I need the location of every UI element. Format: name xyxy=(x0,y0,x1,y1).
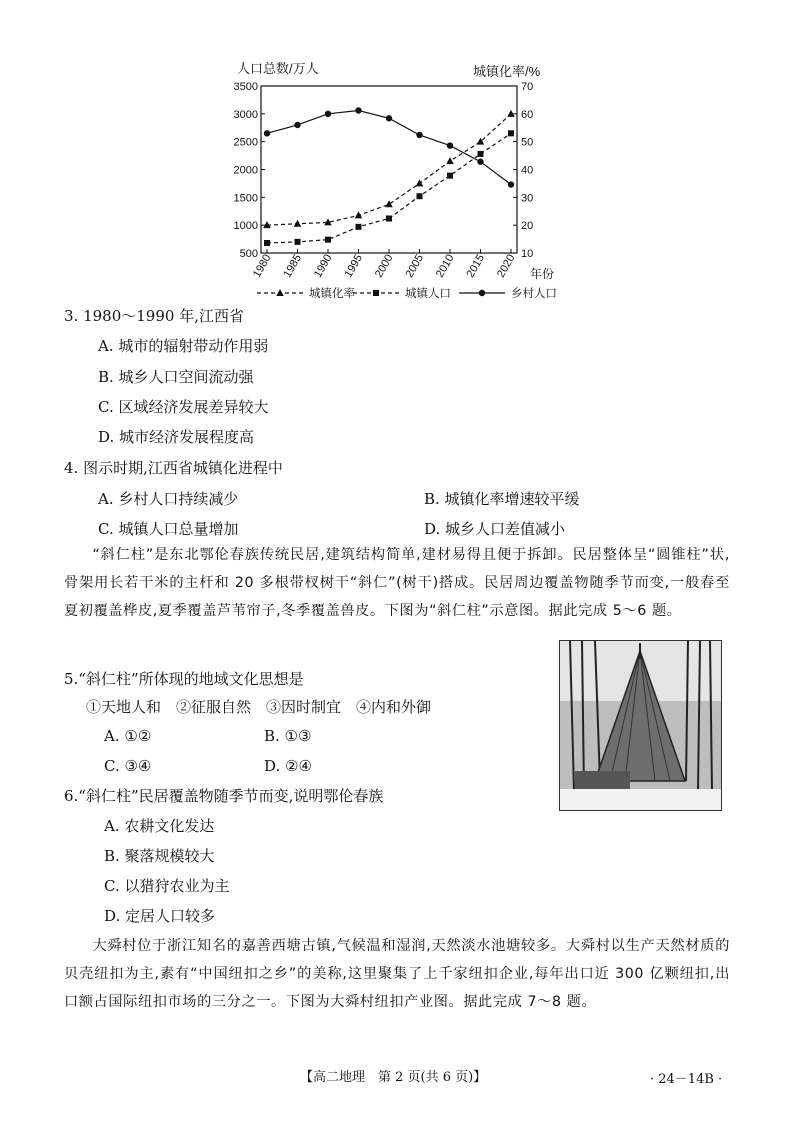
square-marker xyxy=(386,215,392,221)
circle-marker xyxy=(477,159,483,165)
page-code: · 24－14B · xyxy=(650,1072,723,1087)
q6-stem: 6.“斜仁柱”民居覆盖物随季节而变,说明鄂伦春族 xyxy=(64,787,384,805)
circle-marker xyxy=(325,111,331,117)
page-footer: 【高二地理 第 2 页(共 6 页)】 xyxy=(300,1070,487,1085)
circle-marker xyxy=(447,142,453,148)
series-line-0 xyxy=(267,114,511,225)
series-line-1 xyxy=(267,133,511,243)
left-tick-label: 3000 xyxy=(233,108,258,121)
triangle-marker xyxy=(294,220,302,227)
circle-marker xyxy=(355,107,361,113)
circle-marker xyxy=(294,122,300,128)
left-tick-label: 1000 xyxy=(233,220,258,233)
q3-option-b[interactable]: B. 城乡人口空间流动强 xyxy=(98,368,254,386)
left-tick-label: 500 xyxy=(239,248,258,260)
q3-option-d[interactable]: D. 城市经济发展程度高 xyxy=(98,428,255,446)
q6-option-d[interactable]: D. 定居人口较多 xyxy=(104,907,216,925)
q5-option-a[interactable]: A. ①② xyxy=(104,727,152,745)
circle-marker xyxy=(264,130,270,136)
left-tick-label: 2000 xyxy=(233,164,258,177)
circle-marker xyxy=(479,290,485,296)
square-marker xyxy=(447,173,453,179)
square-marker xyxy=(356,224,362,230)
x-tick-label: 2020 xyxy=(494,252,518,280)
passage-dashun-village: 大舜村位于浙江知名的嘉善西塘古镇,气候温和湿润,天然淡水池塘较多。大舜村以生产天然材质的贝壳纽扣为主,素有“中国纽扣之乡”的美称,这里聚集了上千家纽扣企业,每年出口近 300 亿颗纽扣,出口额占国际纽扣市场的三分之一。下图为大舜村纽扣产业图。据此完成 7～8 题。 xyxy=(64,938,730,1010)
series-line-2 xyxy=(267,110,511,184)
x-tick-label: 1995 xyxy=(342,252,366,280)
right-tick-label: 10 xyxy=(521,248,534,260)
passage-xierenzhu: “斜仁柱”是东北鄂伦春族传统民居,建筑结构简单,建材易得且便于拆卸。民居整体呈“圆锥柱”状,骨架用长若干米的主杆和 20 多根带杈树干“斜仁”(树干)搭成。民居周边覆盖物随季节而变,一般春至夏初覆盖桦皮,夏季覆盖芦苇帘子,冬季覆盖兽皮。下图为“斜仁柱”示意图。据此完成 5～6 题。 xyxy=(64,547,730,619)
square-marker xyxy=(295,239,301,245)
x-tick-label: 1990 xyxy=(311,252,335,280)
x-tick-label: 2000 xyxy=(372,252,396,280)
right-tick-label: 20 xyxy=(521,220,534,233)
right-tick-label: 40 xyxy=(521,164,534,177)
x-tick-label: 2015 xyxy=(464,252,488,280)
triangle-marker xyxy=(355,211,363,218)
x-axis-title: 年份 xyxy=(530,267,555,281)
left-tick-label: 2500 xyxy=(233,136,258,149)
legend-label-1: 城镇人口 xyxy=(405,288,451,300)
x-tick-label: 2010 xyxy=(433,252,457,280)
q4-option-c[interactable]: C. 城镇人口总量增加 xyxy=(98,520,239,538)
left-axis-title: 人口总数/万人 xyxy=(237,61,319,76)
circle-marker xyxy=(386,115,392,121)
right-tick-label: 50 xyxy=(521,136,534,149)
right-axis-title: 城镇化率/% xyxy=(473,64,541,79)
right-tick-label: 30 xyxy=(521,192,534,205)
square-marker xyxy=(264,240,270,246)
q5-option-c[interactable]: C. ③④ xyxy=(104,757,152,775)
x-tick-label: 1980 xyxy=(250,252,274,280)
square-marker xyxy=(417,193,423,199)
left-tick-label: 1500 xyxy=(233,192,258,205)
q5-stem: 5.“斜仁柱”所体现的地域文化思想是 xyxy=(64,670,304,688)
square-marker xyxy=(373,290,379,296)
triangle-marker xyxy=(416,179,424,186)
triangle-marker xyxy=(385,200,393,207)
right-tick-label: 70 xyxy=(521,81,534,93)
q6-option-c[interactable]: C. 以猎狩农业为主 xyxy=(104,877,230,895)
q5-statements: ①天地人和 ②征服自然 ③因时制宜 ④内和外御 xyxy=(86,698,432,716)
q3-option-a[interactable]: A. 城市的辐射带动作用弱 xyxy=(98,337,269,355)
xierenzhu-photo xyxy=(559,640,722,811)
q4-option-b[interactable]: B. 城镇化率增速较平缓 xyxy=(424,490,580,508)
q5-option-d[interactable]: D. ②④ xyxy=(264,757,312,775)
right-tick-label: 60 xyxy=(521,108,534,121)
x-tick-label: 2005 xyxy=(403,252,427,280)
q6-option-a[interactable]: A. 农耕文化发达 xyxy=(104,817,215,835)
q3-option-c[interactable]: C. 区域经济发展差异较大 xyxy=(98,398,269,416)
square-marker xyxy=(478,151,484,157)
triangle-marker xyxy=(507,110,515,117)
q4-option-a[interactable]: A. 乡村人口持续减少 xyxy=(98,490,239,508)
square-marker xyxy=(325,237,331,243)
triangle-marker xyxy=(446,157,454,164)
population-chart xyxy=(225,55,575,305)
circle-marker xyxy=(508,181,514,187)
q4-option-d[interactable]: D. 城乡人口差值减小 xyxy=(424,520,566,538)
circle-marker xyxy=(416,132,422,138)
q5-option-b[interactable]: B. ①③ xyxy=(264,727,312,745)
legend-label-0: 城镇化率 xyxy=(309,288,355,300)
left-tick-label: 3500 xyxy=(233,81,258,93)
legend-label-2: 乡村人口 xyxy=(511,288,557,300)
square-marker xyxy=(508,130,514,136)
q4-stem: 4. 图示时期,江西省城镇化进程中 xyxy=(64,459,283,477)
triangle-marker xyxy=(276,289,284,296)
xierenzhu-illustration xyxy=(560,641,721,810)
x-tick-label: 1985 xyxy=(281,252,305,280)
plot-frame xyxy=(261,86,517,253)
q3-stem: 3. 1980～1990 年,江西省 xyxy=(64,307,244,325)
q6-option-b[interactable]: B. 聚落规模较大 xyxy=(104,847,215,865)
